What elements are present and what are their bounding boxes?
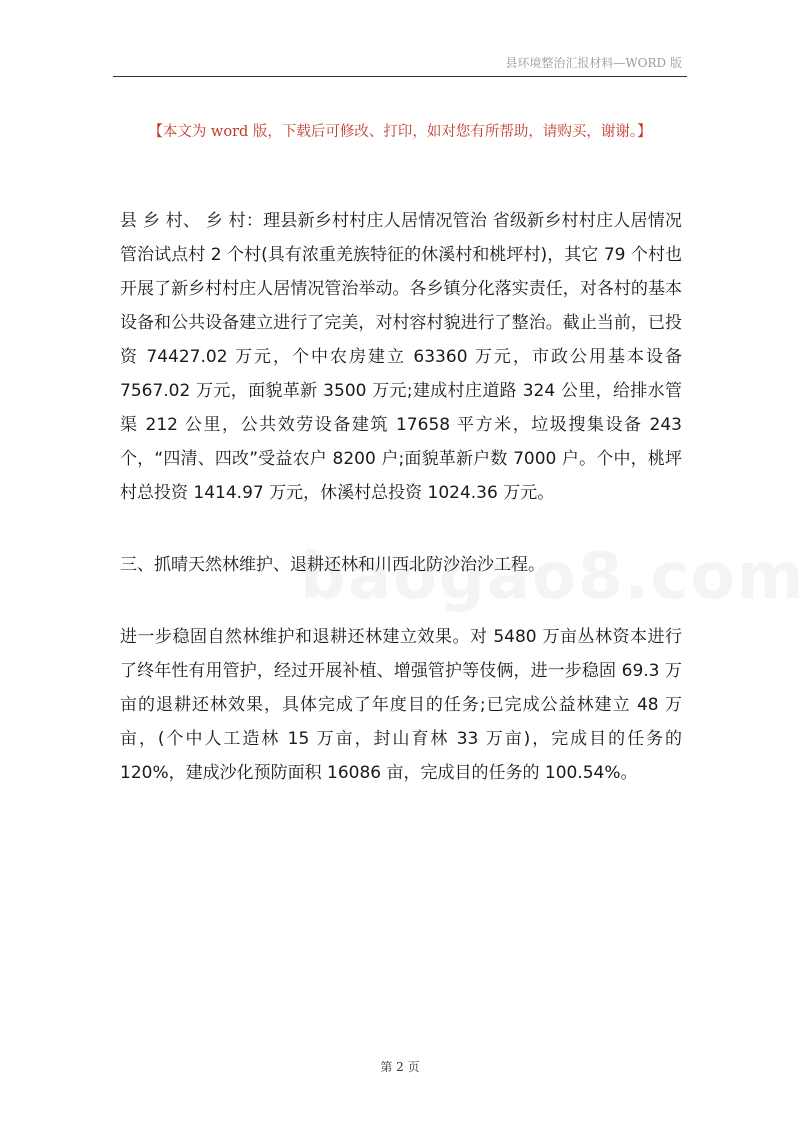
section-heading-three: 三、抓晴天然林维护、退耕还林和川西北防沙治沙工程。 [120, 555, 545, 575]
paragraph-village-renovation: 县 乡 村、 乡 村：理县新乡村村庄人居情况管治 省级新乡村村庄人居情况管治试点村 2 个村(具有浓重羌族特征的休溪村和桃坪村)，其它 79 个村也开展了新乡村村庄人居情况管治举动。各乡镇分化落实责任，对各村的基本设备和公共设备建立进行了完美，对村容村貌进行了整治。截止当前，已投资 74427.02 万元，个中农房建立 63360 万元，市政公用基本设备 7567.02 万元，面貌革新 3500 万元;建成村庄道路 324 公里，给排水管渠 212 公里，公共效劳设备建筑 17658 平方米，垃圾搜集设备 243 个，“四清、四改”受益农户 8200 户;面貌革新户数 7000 户。个中，桃坪村总投资 1414.97 万元，休溪村总投资 1024.36 万元。 [120, 211, 682, 503]
header-divider [113, 76, 687, 77]
download-notice: 【本文为 word 版，下载后可修改、打印，如对您有所帮助，请购买，谢谢。】 [148, 124, 652, 140]
page-number: 第 2 页 [380, 1060, 420, 1074]
running-header: 县环境整治汇报材料—WORD 版 [505, 56, 682, 70]
document-body [120, 204, 682, 790]
paragraph-forest-protection: 进一步稳固自然林维护和退耕还林建立效果。对 5480 万亩丛林资本进行了终年性有用管护，经过开展补植、增强管护等伎俩，进一步稳固 69.3 万亩的退耕还林效果，具体完成了年度目的任务;已完成公益林建立 48 万亩，(个中人工造林 15 万亩，封山育林 33 万亩)，完成目的任务的 120%，建成沙化预防面积 16086 亩，完成目的任务的 100.54%。 [120, 627, 682, 783]
